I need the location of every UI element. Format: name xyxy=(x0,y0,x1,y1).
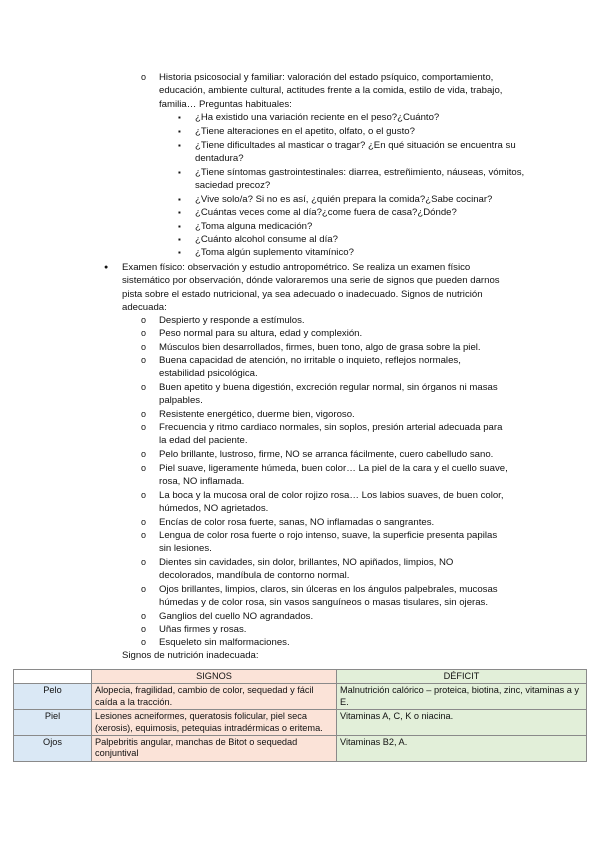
circle-bullet: o xyxy=(141,584,147,594)
square-bullet: ▪ xyxy=(178,168,181,177)
table-corner-cell xyxy=(14,670,92,684)
circle-bullet: o xyxy=(141,463,147,473)
question-item: ¿Tiene alteraciones en el apetito, olfato, o el gusto? xyxy=(195,126,415,137)
question-item: ¿Tiene síntomas gastrointestinales: diarrea, estreñimiento, náuseas, vómitos, saciedad precoz? xyxy=(195,167,525,192)
table-row xyxy=(14,736,587,762)
nutrition-signs-table xyxy=(13,669,587,762)
deficit-cell: Vitaminas B2, A. xyxy=(337,736,587,762)
circle-bullet: o xyxy=(141,611,147,621)
question-item: ¿Ha existido una variación reciente en el peso?¿Cuánto? xyxy=(195,112,440,123)
square-bullet: ▪ xyxy=(178,235,181,244)
sign-item: Esqueleto sin malformaciones. xyxy=(159,637,290,648)
sign-item: Peso normal para su altura, edad y complexión. xyxy=(159,328,363,339)
circle-bullet: o xyxy=(141,342,147,352)
square-bullet: ▪ xyxy=(178,127,181,136)
sign-item: Uñas firmes y rosas. xyxy=(159,624,247,635)
table-row xyxy=(14,710,587,736)
sign-item: Lengua de color rosa fuerte o rojo intenso, suave, la superficie presenta papilas sin lesiones. xyxy=(159,530,498,555)
row-label: Piel xyxy=(14,710,92,736)
table-row xyxy=(14,684,587,710)
square-bullet: ▪ xyxy=(178,195,181,204)
question-item: ¿Tiene dificultades al masticar o tragar? ¿En qué situación se encuentra su dentadura? xyxy=(195,140,516,165)
row-label: Pelo xyxy=(14,684,92,710)
circle-bullet: o xyxy=(141,355,147,365)
square-bullet: ▪ xyxy=(178,141,181,150)
question-item: ¿Cuánto alcohol consume al día? xyxy=(195,234,338,245)
circle-bullet: o xyxy=(141,557,147,567)
circle-bullet: o xyxy=(141,409,147,419)
square-bullet: ▪ xyxy=(178,248,181,257)
sign-item: Buena capacidad de atención, no irritable o inquieto, reflejos normales, estabilidad psicológica. xyxy=(159,355,461,380)
row-label: Ojos xyxy=(14,736,92,762)
circle-bullet: o xyxy=(141,530,147,540)
deficit-cell: Vitaminas A, C, K o niacina. xyxy=(337,710,587,736)
inadequate-signs-label: Signos de nutrición inadecuada: xyxy=(122,650,259,661)
sign-item: Piel suave, ligeramente húmeda, buen color… La piel de la cara y el cuello suave, rosa, NO inflamada. xyxy=(159,463,508,488)
sign-item: Resistente energético, duerme bien, vigoroso. xyxy=(159,409,355,420)
question-item: ¿Toma algún suplemento vitamínico? xyxy=(195,247,354,258)
circle-bullet: o xyxy=(141,517,147,527)
circle-bullet: o xyxy=(141,315,147,325)
question-item: ¿Cuántas veces come al día?¿come fuera de casa?¿Dónde? xyxy=(195,207,457,218)
question-item: ¿Vive solo/a? Si no es así, ¿quién prepara la comida?¿Sabe cocinar? xyxy=(195,194,493,205)
historia-text: Historia psicosocial y familiar: valoración del estado psíquico, comportamiento, educación, ambiente cultural, actitudes frente a la comida, estilo de vida, trabajo, familia… Preguntas habituales: xyxy=(159,72,503,110)
disc-bullet: ● xyxy=(104,264,109,271)
circle-bullet: o xyxy=(141,637,147,647)
historia-item xyxy=(159,71,521,111)
sign-item: La boca y la mucosa oral de color rojizo rosa… Los labios suaves, de buen color, húmedos, NO agrietados. xyxy=(159,490,504,515)
sign-item: Encías de color rosa fuerte, sanas, NO inflamadas o sangrantes. xyxy=(159,517,435,528)
circle-bullet: o xyxy=(141,449,147,459)
question-item: ¿Toma alguna medicación? xyxy=(195,221,313,232)
square-bullet: ▪ xyxy=(178,222,181,231)
sign-item: Dientes sin cavidades, sin dolor, brillantes, NO apiñados, limpios, NO decolorados, mandíbula de contorno normal. xyxy=(159,557,454,582)
signo-cell: Palpebritis angular, manchas de Bitot o sequedad conjuntival xyxy=(92,736,337,762)
circle-bullet: o xyxy=(141,382,147,392)
circle-bullet: o xyxy=(141,624,147,634)
table-header-row xyxy=(14,670,587,684)
examen-item xyxy=(122,261,501,315)
signo-cell: Lesiones acneiformes, queratosis folicular, piel seca (xerosis), equimosis, petequias intradérmicas o eritema. xyxy=(92,710,337,736)
header-signos: SIGNOS xyxy=(92,670,337,684)
sign-item: Buen apetito y buena digestión, excreción regular normal, sin órganos ni masas palpables. xyxy=(159,382,498,407)
sign-item: Frecuencia y ritmo cardiaco normales, sin soplos, presión arterial adecuada para la edad del paciente. xyxy=(159,422,503,447)
circle-bullet: o xyxy=(141,328,147,338)
sign-item: Pelo brillante, lustroso, firme, NO se arranca fácilmente, cuero cabelludo sano. xyxy=(159,449,494,460)
sign-item: Ojos brillantes, limpios, claros, sin úlceras en los ángulos palpebrales, mucosas húmedas y de color rosa, sin vasos sanguíneos o masas tisulares, sin ojeras. xyxy=(159,584,498,609)
circle-bullet: o xyxy=(141,490,147,500)
square-bullet: ▪ xyxy=(178,113,181,122)
circle-bullet: o xyxy=(141,72,147,82)
sign-item: Despierto y responde a estímulos. xyxy=(159,315,305,326)
examen-text: Examen físico: observación y estudio antropométrico. Se realiza un examen físico sistemático por observación, dónde valoraremos una serie de signos que pueden darnos pista sobre el estado nutricional, ya sea adecuado o inadecuado. Signos de nutrición adecuada: xyxy=(122,262,500,314)
signo-cell: Alopecia, fragilidad, cambio de color, sequedad y fácil caída a la tracción. xyxy=(92,684,337,710)
header-deficit: DÉFICIT xyxy=(337,670,587,684)
circle-bullet: o xyxy=(141,422,147,432)
sign-item: Ganglios del cuello NO agrandados. xyxy=(159,611,314,622)
square-bullet: ▪ xyxy=(178,208,181,217)
sign-item: Músculos bien desarrollados, firmes, buen tono, algo de grasa sobre la piel. xyxy=(159,342,481,353)
deficit-cell: Malnutrición calórico – proteica, biotina, zinc, vitaminas a y E. xyxy=(337,684,587,710)
